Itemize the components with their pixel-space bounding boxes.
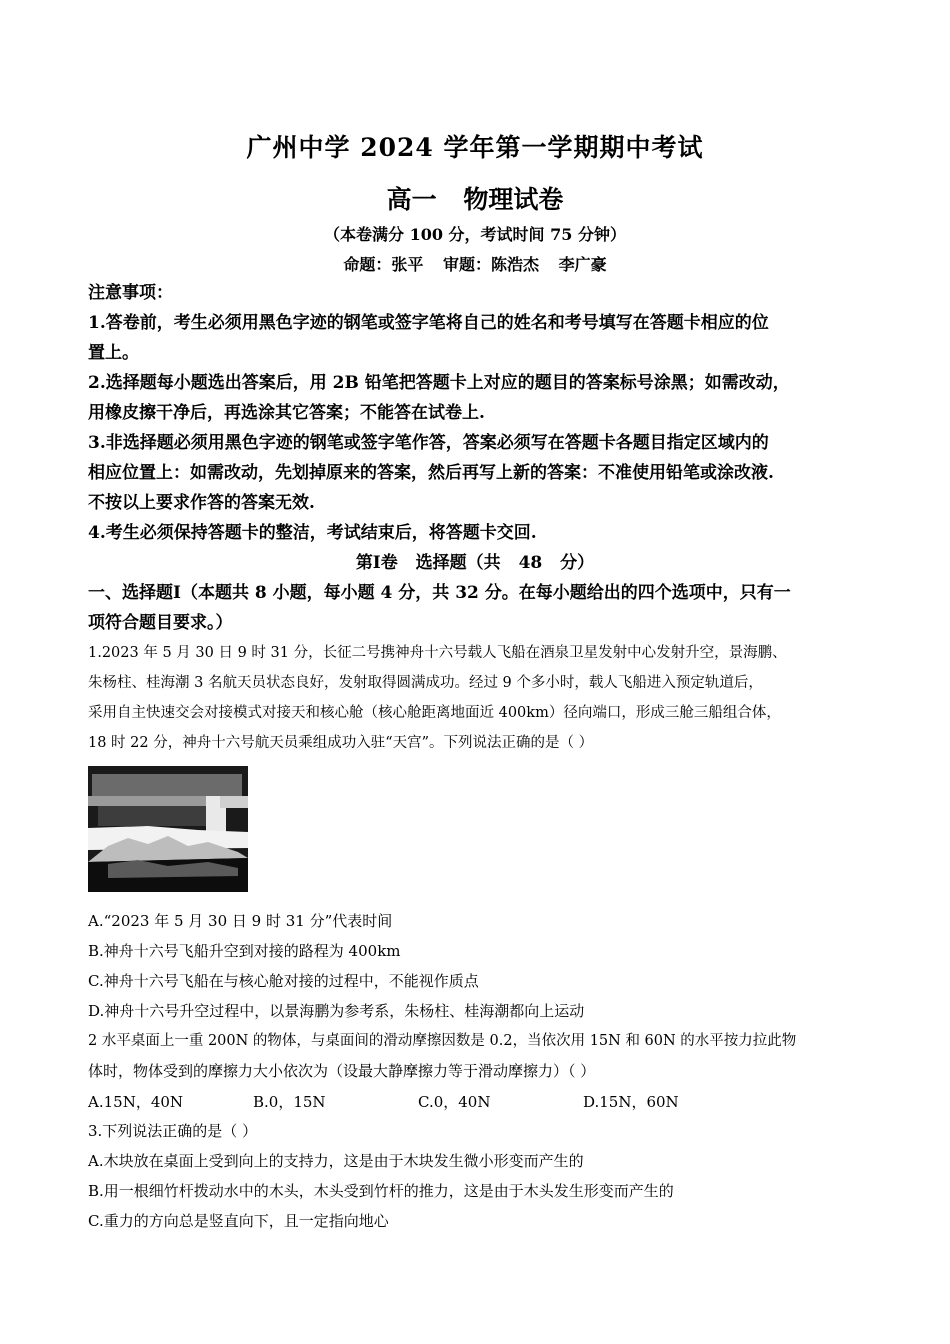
q1-option-c: C.神舟十六号飞船在与核心舱对接的过程中，不能视作质点 [88,972,479,990]
notice-line: 1.答卷前，考生必须用黑色字迹的钢笔或签字笔将自己的姓名和考号填写在答题卡相应的位 [88,313,769,333]
question-1-text: 采用自主快速交会对接模式对接天和核心舱（核心舱距离地面近 400km）径向端口，形成三舱三船组合体， [88,705,781,721]
part-instruction: 项符合题目要求。） [88,613,233,633]
notice-line: 3.非选择题必须用黑色字迹的钢笔或签字笔作答，答案必须写在答题卡各题目指定区域内的 [88,433,769,453]
q2-option-d: D.15N，60N [583,1093,679,1111]
notice-line: 置上。 [88,343,139,363]
notice-line: 4.考生必须保持答题卡的整洁，考试结束后，将答题卡交回. [88,523,537,543]
exam-title: 广州中学 2024 学年第一学期期中考试 [246,133,704,162]
notice-line: 2.选择题每小题选出答案后，用 2B 铅笔把答题卡上对应的题目的答案标号涂黑；如需改动， [88,373,790,393]
notice-line: 用橡皮擦干净后，再选涂其它答案；不能答在试卷上. [88,403,485,423]
question-2-text: 体时，物体受到的摩擦力大小依次为（设最大静摩擦力等于滑动摩擦力）（ ） [88,1062,596,1080]
notice-line: 相应位置上：如需改动，先划掉原来的答案，然后再写上新的答案：不准使用铅笔或涂改液. [88,463,774,483]
q2-options [88,1087,868,1117]
part-instruction: 一、选择题Ⅰ（本题共 8 小题，每小题 4 分，共 32 分。在每小题给出的四个选项中，只有一 [88,583,791,603]
exam-info: （本卷满分 100 分，考试时间 75 分钟） [324,225,626,244]
exam-authors: 命题：张平 审题：陈浩杰 李广豪 [343,255,607,274]
q2-option-c: C.0，40N [418,1093,491,1111]
question-2-text: 2 水平桌面上一重 200N 的物体，与桌面间的滑动摩擦因数是 0.2，当依次用 15N 和 60N 的水平按力拉此物 [88,1033,797,1049]
q1-option-d: D.神舟十六号升空过程中，以景海鹏为参考系，朱杨柱、桂海潮都向上运动 [88,1002,585,1020]
question-3-text: 3.下列说法正确的是（ ） [88,1122,258,1140]
section-title: 第Ⅰ卷 选择题（共 48 分） [355,553,595,573]
q3-option-a: A.木块放在桌面上受到向上的支持力，这是由于木块发生微小形变而产生的 [88,1152,584,1170]
exam-subtitle: 高一 物理试卷 [386,185,564,214]
notice-heading: 注意事项： [88,283,173,303]
q2-option-b: B.0，15N [253,1093,326,1111]
spacecraft-photo-drawing [88,766,248,892]
q1-option-b: B.神舟十六号飞船升空到对接的路程为 400km [88,942,401,960]
question-1-text: 1.2023 年 5 月 30 日 9 时 31 分，长征二号携神舟十六号载人飞船在酒泉卫星发射中心发射升空，景海鹏、 [88,645,787,661]
q3-option-c: C.重力的方向总是竖直向下，且一定指向地心 [88,1212,389,1230]
spacecraft-photo [88,766,248,892]
notice-line: 不按以上要求作答的答案无效. [88,493,315,513]
question-1-text: 朱杨柱、桂海潮 3 名航天员状态良好，发射取得圆满成功。经过 9 个多小时，载人飞船进入预定轨道后， [88,675,763,691]
q2-option-a: A.15N，40N [88,1093,184,1111]
q3-option-b: B.用一根细竹杆拨动水中的木头，木头受到竹杆的推力，这是由于木头发生形变而产生的 [88,1182,674,1200]
question-1-text: 18 时 22 分，神舟十六号航天员乘组成功入驻“天宫”。下列说法正确的是（ ） [88,735,594,751]
q1-option-a: A.“2023 年 5 月 30 日 9 时 31 分”代表时间 [88,912,393,930]
